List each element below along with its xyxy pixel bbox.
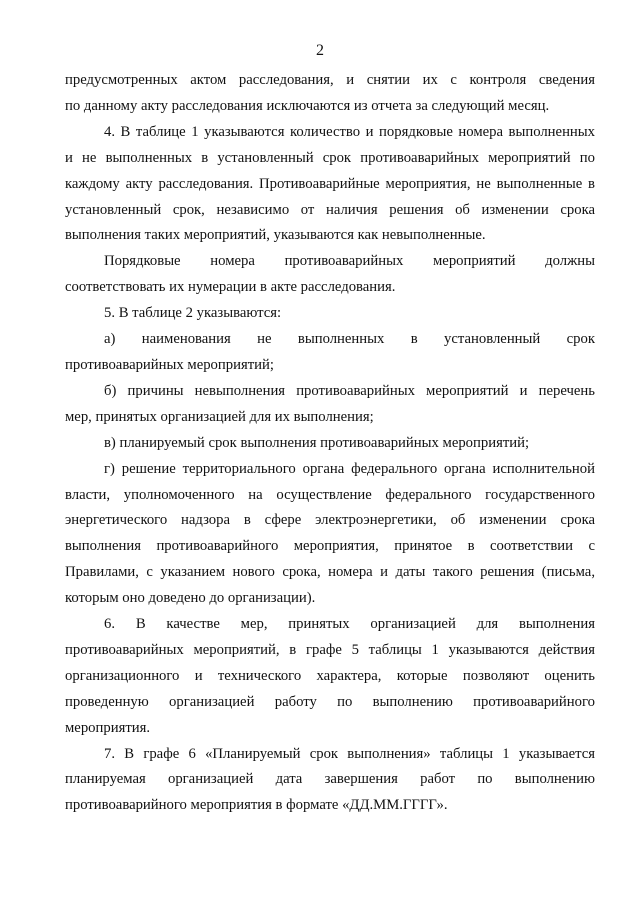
text-line: противоаварийного мероприятия в формате «ДД.ММ.ГГГГ».	[65, 797, 448, 814]
text-line: выполнения таких мероприятий, указываются как невыполненные.	[65, 227, 486, 244]
text-line: г) решение территориального органа федерального органа исполнительной	[104, 460, 595, 477]
text-line: 7. В графе 6 «Планируемый срок выполнения» таблицы 1 указывается	[104, 745, 595, 762]
text-line: Порядковые номера противоаварийных мероприятий должны	[104, 253, 595, 270]
text-line: установленный срок, независимо от наличия решения об изменении срока	[65, 201, 595, 218]
text-line: каждому акту расследования. Противоаварийные мероприятия, не выполненные в	[65, 175, 595, 192]
text-line: 4. В таблице 1 указываются количество и порядковые номера выполненных	[104, 123, 595, 140]
text-line: мер, принятых организацией для их выполнения;	[65, 408, 374, 425]
page-number: 2	[316, 42, 324, 59]
document-body	[65, 68, 595, 819]
text-line: власти, уполномоченного на осуществление федерального государственного	[65, 486, 595, 503]
text-line: противоаварийных мероприятий;	[65, 356, 274, 373]
text-line: 5. В таблице 2 указываются:	[104, 305, 282, 322]
text-line: предусмотренных актом расследования, и снятии их с контроля сведения	[65, 72, 595, 88]
text-line: Правилами, с указанием нового срока, номера и даты такого решения (письма,	[65, 564, 595, 581]
text-line: организационного и технического характера, которые позволяют оценить	[65, 667, 595, 684]
text-line: проведенную организацией работу по выполнению противоаварийного	[65, 693, 595, 710]
text-line: энергетического надзора в сфере электроэнергетики, об изменении срока	[65, 512, 595, 529]
text-line: а) наименования не выполненных в установленный срок	[104, 331, 595, 348]
text-line: противоаварийных мероприятий, в графе 5 таблицы 1 указываются действия	[65, 641, 595, 658]
text-line: которым оно доведено до организации).	[65, 590, 316, 607]
text-line: в) планируемый срок выполнения противоаварийных мероприятий;	[104, 434, 530, 451]
text-line: и не выполненных в установленный срок противоаварийных мероприятий по	[65, 149, 595, 166]
text-line: планируемая организацией дата завершения работ по выполнению	[65, 771, 595, 788]
text-line: соответствовать их нумерации в акте расследования.	[65, 279, 396, 296]
text-line: мероприятия.	[65, 719, 151, 736]
text-line: б) причины невыполнения противоаварийных мероприятий и перечень	[104, 382, 595, 399]
text-line: по данному акту расследования исключаются из отчета за следующий месяц.	[65, 97, 550, 114]
text-line: выполнения противоаварийного мероприятия, принятое в соответствии с	[65, 538, 595, 555]
text-line: 6. В качестве мер, принятых организацией для выполнения	[104, 616, 595, 633]
